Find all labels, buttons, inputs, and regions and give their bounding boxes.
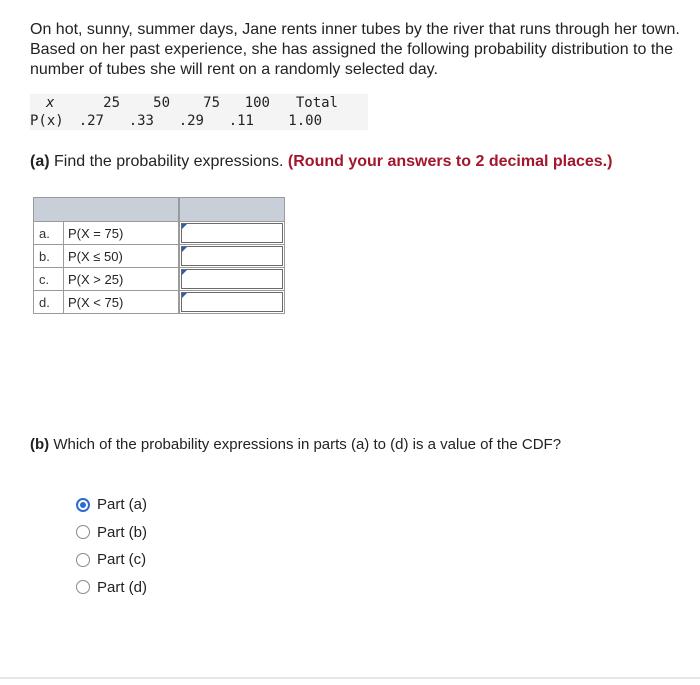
p-value: .27 xyxy=(78,113,104,129)
cdf-options xyxy=(76,491,147,601)
answer-table xyxy=(33,197,285,314)
option-part-d[interactable] xyxy=(76,574,147,602)
answer-cell xyxy=(180,268,285,291)
option-label: Part (d) xyxy=(97,578,148,596)
answer-input-d[interactable] xyxy=(181,292,283,312)
x-row xyxy=(30,94,338,112)
row-expression: P(X > 25) xyxy=(64,268,179,291)
part-a-label: (a) xyxy=(30,153,50,170)
answer-cell xyxy=(180,291,285,314)
x-value: 25 xyxy=(103,95,120,111)
row-letter: d. xyxy=(34,291,64,314)
header-cell xyxy=(34,198,179,222)
answer-input-a[interactable] xyxy=(181,223,283,243)
answer-table-header xyxy=(34,198,285,222)
part-b-label: (b) xyxy=(30,436,50,453)
x-value: 100 xyxy=(244,95,270,111)
p-value: .33 xyxy=(128,113,154,129)
x-total-label: Total xyxy=(295,95,338,111)
p-value: .11 xyxy=(228,113,254,129)
row-expression: P(X = 75) xyxy=(64,222,179,245)
row-expression: P(X ≤ 50) xyxy=(64,245,179,268)
option-part-c[interactable] xyxy=(76,546,147,574)
px-row xyxy=(30,112,338,130)
radio-button[interactable] xyxy=(76,498,90,512)
option-part-b[interactable] xyxy=(76,519,147,547)
table-row xyxy=(34,268,285,291)
x-value: 50 xyxy=(153,95,170,111)
option-label: Part (c) xyxy=(97,551,147,569)
p-value: .29 xyxy=(178,113,204,129)
answer-cell xyxy=(180,222,285,245)
question-text: On hot, sunny, summer days, Jane rents inner tubes by the river that runs through her town. Based on her past experience, she has assigned the following probability distribution to the number of tubes she will rent on a randomly selected day. xyxy=(30,21,680,78)
answer-input-b[interactable] xyxy=(181,246,283,266)
option-label: Part (b) xyxy=(97,523,148,541)
row-letter: c. xyxy=(34,268,64,291)
x-label: x xyxy=(46,95,55,111)
answer-input-c[interactable] xyxy=(181,269,283,289)
row-expression: P(X < 75) xyxy=(64,291,179,314)
radio-button[interactable] xyxy=(76,525,90,539)
p-total: 1.00 xyxy=(288,113,322,129)
bottom-divider xyxy=(0,677,700,679)
option-label: Part (a) xyxy=(97,496,148,514)
radio-button[interactable] xyxy=(76,553,90,567)
option-part-a[interactable] xyxy=(76,491,147,519)
part-b-text: Which of the probability expressions in parts (a) to (d) is a value of the CDF? xyxy=(49,436,562,453)
row-letter: b. xyxy=(34,245,64,268)
table-row xyxy=(34,222,285,245)
x-value: 75 xyxy=(203,95,220,111)
part-a-prompt xyxy=(30,153,612,171)
rounding-note: (Round your answers to 2 decimal places.) xyxy=(287,153,613,170)
answer-cell xyxy=(180,245,285,268)
px-label: P(x) xyxy=(30,113,64,129)
part-a-text: Find the probability expressions. xyxy=(49,153,288,170)
part-b-prompt xyxy=(30,436,561,453)
radio-button[interactable] xyxy=(76,580,90,594)
table-row xyxy=(34,291,285,314)
probability-distribution-table xyxy=(30,94,368,130)
row-letter: a. xyxy=(34,222,64,245)
header-cell xyxy=(180,198,285,222)
table-row xyxy=(34,245,285,268)
